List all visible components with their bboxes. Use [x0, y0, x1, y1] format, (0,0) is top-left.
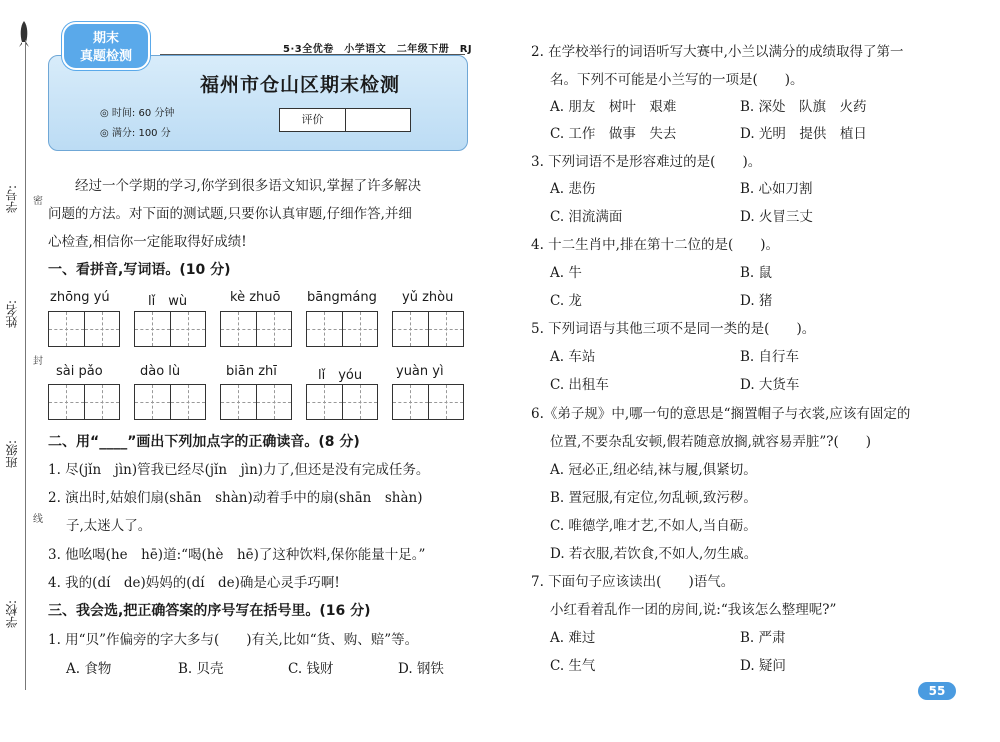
question-line: 位置,不要杂乱安顿,假若随意放搁,就容易弄脏”?( ): [550, 434, 872, 450]
question-line: 6.《弟子规》中,哪一句的意思是“搁置帽子与衣裳,应该有固定的: [531, 406, 911, 422]
option: A. 悲伤: [550, 181, 596, 197]
option: B. 贝壳: [178, 661, 224, 677]
exam-banner: [62, 22, 150, 70]
pinyin: biān zhī: [226, 364, 277, 379]
banner-line2: 真题检测: [79, 49, 132, 64]
option: C. 生气: [550, 658, 596, 674]
option: D. 光明 提供 植日: [740, 126, 867, 142]
section2-heading: 二、用“____”画出下列加点字的正确读音。(8 分): [48, 434, 360, 450]
writing-grid[interactable]: [392, 311, 464, 347]
pinyin: dào lù: [140, 364, 181, 379]
seal-mark-xian: 线: [33, 514, 43, 525]
series-divider: [160, 54, 465, 55]
pinyin: yuàn yì: [396, 364, 444, 379]
page-number: 55: [918, 682, 956, 700]
intro-line: 问题的方法。对下面的测试题,只要你认真审题,仔细作答,并细: [48, 206, 412, 222]
writing-grid[interactable]: [48, 384, 120, 420]
option: B. 自行车: [740, 349, 800, 365]
question-line: 3. 下列词语不是形容难过的是( )。: [531, 154, 762, 170]
score-info: ◎ 满分: 100 分: [100, 128, 171, 139]
option: D. 猪: [740, 293, 773, 309]
banner-line1: 期末: [92, 31, 119, 46]
option: C. 钱财: [288, 661, 334, 677]
option: B. 置冠服,有定位,勿乱顿,致污秽。: [550, 490, 757, 506]
option: D. 大货车: [740, 377, 800, 393]
pinyin: kè zhuō: [230, 290, 281, 305]
writing-grid[interactable]: [134, 384, 206, 420]
option: B. 严肃: [740, 630, 786, 646]
option: A. 牛: [550, 265, 582, 281]
question-line: 1. 用“贝”作偏旁的字大多与( )有关,比如“货、购、赔”等。: [48, 632, 419, 648]
question-line: 子,太迷人了。: [66, 518, 152, 534]
option: C. 龙: [550, 293, 582, 309]
time-text: 时间: 60 分钟: [111, 108, 175, 119]
intro-line: 心检查,相信你一定能取得好成绩!: [48, 234, 247, 250]
writing-grid[interactable]: [306, 384, 378, 420]
question-line: 5. 下列词语与其他三项不是同一类的是( )。: [531, 321, 816, 337]
option: C. 唯德学,唯才艺,不如人,当自砺。: [550, 518, 757, 534]
option: D. 若衣服,若饮食,不如人,勿生戚。: [550, 546, 758, 562]
writing-grid[interactable]: [392, 384, 464, 420]
question-line: 1. 尽(jǐn jìn)管我已经尽(jǐn jìn)力了,但还是没有完成任务。: [48, 462, 430, 478]
pinyin: sài pǎo: [56, 364, 103, 379]
option: D. 火冒三丈: [740, 209, 813, 225]
score-label: 评价: [280, 109, 346, 131]
class-label: 班级:: [5, 440, 19, 469]
score-box[interactable]: [279, 108, 411, 132]
school-label: 学校:: [5, 600, 19, 629]
question-line: 2. 在学校举行的词语听写大赛中,小兰以满分的成绩取得了第一: [531, 44, 904, 60]
name-label: 姓名:: [5, 300, 19, 329]
option: A. 冠必正,纽必结,袜与履,俱紧切。: [550, 462, 757, 478]
question-line: 7. 下面句子应该读出( )语气。: [531, 574, 735, 590]
option: A. 难过: [550, 630, 596, 646]
option: A. 朋友 树叶 艰难: [550, 99, 677, 115]
rocket-icon: [17, 20, 31, 48]
option: C. 工作 做事 失去: [550, 126, 677, 142]
writing-grid[interactable]: [220, 311, 292, 347]
binding-line: [25, 40, 26, 690]
full-score-text: 满分: 100 分: [111, 128, 171, 139]
student-id-label: 学号:: [5, 185, 19, 214]
exam-title: 福州市仓山区期末检测: [199, 74, 400, 96]
question-line: 4. 我的(dí de)妈妈的(dí de)确是心灵手巧啊!: [48, 575, 340, 591]
pinyin: lǐ wù: [148, 294, 188, 309]
quoted-sentence: 小红看着乱作一团的房间,说:“我该怎么整理呢?”: [550, 602, 837, 618]
option: C. 出租车: [550, 377, 609, 393]
question-line: 4. 十二生肖中,排在第十二位的是( )。: [531, 237, 779, 253]
pinyin: yǔ zhòu: [402, 290, 454, 305]
writing-grid[interactable]: [48, 311, 120, 347]
option: D. 疑问: [740, 658, 786, 674]
pinyin: zhōng yú: [50, 290, 110, 305]
question-line: 3. 他吆喝(he hē)道:“喝(hè hē)了这种饮料,保你能量十足。”: [48, 547, 426, 563]
writing-grid[interactable]: [134, 311, 206, 347]
time-info: ◎ 时间: 60 分钟: [100, 108, 175, 119]
seal-mark-feng: 封: [33, 356, 43, 367]
pinyin: bāngmáng: [307, 290, 377, 305]
intro-line: 经过一个学期的学习,你学到很多语文知识,掌握了许多解决: [75, 178, 422, 194]
option: A. 车站: [550, 349, 596, 365]
option: B. 鼠: [740, 265, 773, 281]
seal-mark-mi: 密: [33, 196, 43, 207]
series-info: 5·3全优卷 小学语文 二年级下册 RJ: [283, 44, 473, 55]
pinyin: lǐ yóu: [318, 368, 363, 383]
question-line: 名。下列不可能是小兰写的一项是( )。: [550, 72, 804, 88]
option: B. 心如刀割: [740, 181, 813, 197]
option: B. 深处 队旗 火药: [740, 99, 867, 115]
option: D. 钢铁: [398, 661, 444, 677]
option: A. 食物: [66, 661, 112, 677]
question-line: 2. 演出时,姑娘们扇(shān shàn)动着手中的扇(shān shàn): [48, 490, 423, 506]
writing-grid[interactable]: [306, 311, 378, 347]
option: C. 泪流满面: [550, 209, 623, 225]
writing-grid[interactable]: [220, 384, 292, 420]
section3-heading: 三、我会选,把正确答案的序号写在括号里。(16 分): [48, 603, 371, 619]
section1-heading: 一、看拼音,写词语。(10 分): [48, 262, 231, 278]
